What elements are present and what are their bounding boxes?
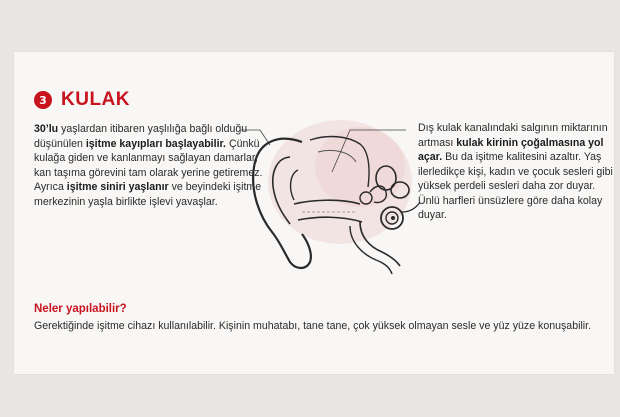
right-text-1: Dış kulak kanalındaki salgının miktarının artması: [418, 122, 608, 149]
section-header: [34, 89, 130, 111]
left-text-3: ve beyindeki işitme merkezinin yaşla birlikte işlevi yavaşlar.: [34, 181, 262, 208]
left-text-bold-1: 30’lu: [34, 123, 59, 135]
tips-title: Neler yapılabilir?: [34, 303, 127, 315]
right-text-2: Bu da işitme kalitesini azaltır. Yaş ilerledikçe kişi, kadın ve çocuk sesleri gibi yüksek perdeli sesleri daha zor duyar. Ünlü harfleri ünsüzlere göre daha kolay duyar.: [418, 151, 613, 221]
right-text-bold-1: kulak kirinin çoğalmasına yol açar.: [418, 136, 604, 163]
section-title: KULAK: [61, 89, 130, 110]
tips-text: Gerektiğinde işitme cihazı kullanılabilir. Kişinin muhatabı, tane tane, çok yüksek olmayan sesle ve yüz yüze konuşabilir.: [34, 320, 592, 332]
left-text-2: Çünkü kulağa giden ve kanlanmayı sağlayan damarlar, kan taşıma görevini tam olarak yerine getiremez. Ayrıca: [34, 137, 263, 193]
right-paragraph: [418, 121, 614, 223]
ear-illustration: [210, 112, 425, 287]
left-text-1: yaşlardan itibaren yaşlılığa bağlı olduğu düşünülen: [34, 123, 248, 150]
section-number-badge: 3: [34, 91, 52, 109]
left-text-bold-3: işitme siniri yaşlanır: [66, 181, 169, 193]
left-text-bold-2: işitme kayıpları başlayabilir.: [85, 137, 226, 150]
